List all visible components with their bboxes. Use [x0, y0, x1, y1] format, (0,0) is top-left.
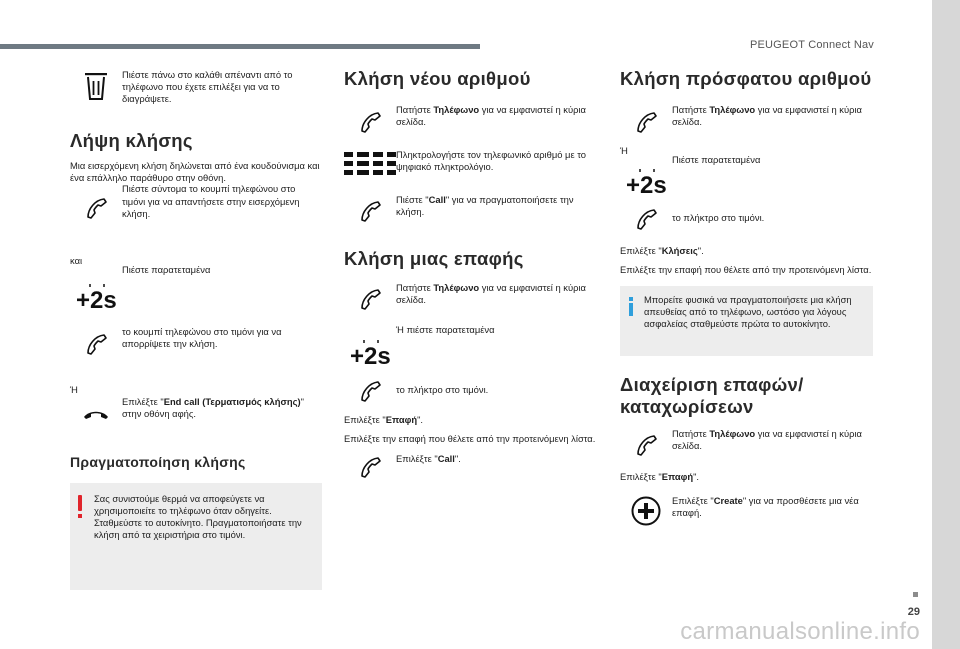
manage-phone-row — [620, 428, 876, 462]
phone-icon — [344, 445, 396, 489]
select-contact-text: Επιλέξτε "Επαφή". — [344, 414, 423, 425]
or-text: Ή — [620, 145, 628, 156]
warning-box — [70, 483, 322, 590]
top-rule — [0, 44, 480, 49]
select-contact-text: Επιλέξτε "Επαφή". — [620, 470, 699, 482]
title-recent-number: Κλήση πρόσφατου αριθμού — [620, 68, 872, 89]
manage-phone-text: Πατήστε Τηλέφωνο για να εμφανιστεί η κύρια σελίδα. — [672, 427, 862, 451]
choose-contact-text: Επιλέξτε την επαφή που θέλετε από την προτεινόμενη λίστα. — [620, 264, 872, 276]
contact-phone-row — [344, 282, 602, 316]
side-strip — [932, 0, 960, 649]
phone-icon — [70, 324, 122, 364]
new-phone-row — [344, 104, 602, 140]
new-phone-text: Πατήστε Τηλέφωνο για να εμφανιστεί η κύρια σελίδα. — [396, 104, 586, 128]
reject-row — [70, 324, 326, 364]
svg-text:+2s: +2s — [350, 343, 391, 370]
wheel-row — [620, 199, 876, 239]
title-call-contact: Κλήση μιας επαφής — [344, 248, 524, 269]
phone-icon — [344, 374, 396, 408]
column-left — [70, 60, 326, 590]
or-text: Ή — [70, 383, 78, 395]
keypad-text: Πληκτρολογήστε τον τηλεφωνικό αριθμό με το ψηφιακό πληκτρολόγιο. — [396, 149, 587, 173]
long-press-row — [620, 147, 876, 200]
wheel-row — [344, 374, 602, 408]
long-press-text: Πιέστε παρατεταμένα — [122, 263, 211, 275]
info-icon — [629, 297, 633, 301]
phone-icon — [344, 194, 396, 228]
info-box — [620, 286, 873, 356]
long-press-text: Πιέστε παρατεταμένα — [672, 154, 761, 166]
answer-text: Πιέστε σύντομα το κουμπί τηλεφώνου στο τιμόνι για να απαντήσετε στην εισερχόμενη κλήση. — [122, 183, 300, 219]
page-marker — [913, 592, 918, 597]
title-manage-contacts: Διαχείριση επαφών/ καταχωρίσεων — [620, 373, 804, 417]
phone-icon — [620, 428, 672, 462]
long-press-icon — [70, 256, 122, 312]
info-text: Μπορείτε φυσικά να πραγματοποιήσετε μια κλήση απευθείας από το τηλέφωνο, ωστόσο για λόγους ασφαλείας σταθμεύστε πρώτα το αυτοκίνητο. — [644, 293, 852, 330]
answer-row — [70, 183, 326, 233]
recent-phone-row — [620, 104, 876, 140]
select-calls-text: Επιλέξτε "Κλήσεις". — [620, 245, 704, 257]
call2-row — [344, 445, 602, 489]
and-text: και — [70, 255, 83, 267]
phone-icon — [344, 104, 396, 140]
header-brand: PEUGEOT Connect Nav — [749, 39, 874, 51]
keypad-icon — [344, 148, 396, 182]
phone-icon — [70, 183, 122, 233]
create-row — [620, 491, 876, 531]
watermark: carmanualsonline.info — [680, 618, 920, 645]
wheel-text: το πλήκτρο στο τιμόνι. — [396, 384, 489, 395]
title-new-number: Κλήση νέου αριθμού — [344, 68, 531, 89]
title-make-call: Πραγματοποίηση κλήσης — [70, 453, 246, 470]
call-text: Πιέστε "Call" για να πραγματοποιήσετε την κλήση. — [396, 194, 574, 218]
page-number: 29 — [907, 606, 920, 618]
reject-text: το κουμπί τηλεφώνου στο τιμόνι για να απορρίψετε την κλήση. — [122, 325, 282, 349]
phone-icon — [620, 104, 672, 140]
warning-text: Σας συνιστούμε θερμά να αποφεύγετε να χρησιμοποιείτε το τηλέφωνο όταν οδηγείτε. Σταθμεύστε το αυτοκίνητο. Πραγματοποιήσατε την κλήση από τα χειριστήρια στο τιμόνι. — [94, 492, 302, 541]
call2-text: Επιλέξτε "Call". — [396, 453, 461, 465]
wheel-text: το πλήκτρο στο τιμόνι. — [672, 212, 765, 224]
end-call-text: Επιλέξτε "End call (Τερματισμός κλήσης)" στην οθόνη αφής. — [122, 395, 304, 420]
long-press-icon — [344, 324, 396, 368]
hang-up-icon — [70, 394, 122, 434]
svg-text:+2s: +2s — [76, 286, 117, 314]
title-receive-call: Λήψη κλήσης — [70, 130, 193, 151]
trash-text: Πιέστε πάνω στο καλάθι απέναντι από το τηλέφωνο που έχετε επιλέξει για να το διαγράψετε. — [122, 69, 293, 105]
trash-icon — [70, 60, 122, 112]
receive-intro: Μια εισερχόμενη κλήση δηλώνεται από ένα κουδούνισμα και ένα επάλληλο παράθυρο στην οθόνη. — [70, 160, 320, 184]
call-row — [344, 194, 602, 228]
phone-icon — [344, 282, 396, 316]
long-press-row — [344, 324, 602, 368]
phone-icon — [620, 199, 672, 239]
choose-contact-text: Επιλέξτε την επαφή που θέλετε από την προτεινόμενη λίστα. — [344, 433, 596, 445]
recent-phone-text: Πατήστε Τηλέφωνο για να εμφανιστεί η κύρια σελίδα. — [672, 104, 862, 128]
contact-phone-text: Πατήστε Τηλέφωνο για να εμφανιστεί η κύρια σελίδα. — [396, 282, 586, 306]
long-press-icon — [620, 147, 672, 200]
add-circle-icon — [620, 491, 672, 531]
trash-row — [70, 60, 326, 112]
column-middle — [344, 60, 602, 489]
long-press-row — [70, 256, 326, 312]
keypad-row — [344, 148, 602, 182]
column-right — [620, 60, 876, 531]
create-text: Επιλέξτε "Create" για να προσθέσετε μια νέα επαφή. — [672, 494, 859, 519]
warning-icon — [78, 495, 82, 511]
svg-text:+2s: +2s — [626, 172, 667, 200]
or-long-press-text: Ή πιέστε παρατεταμένα — [396, 324, 495, 335]
end-call-row — [70, 394, 326, 434]
